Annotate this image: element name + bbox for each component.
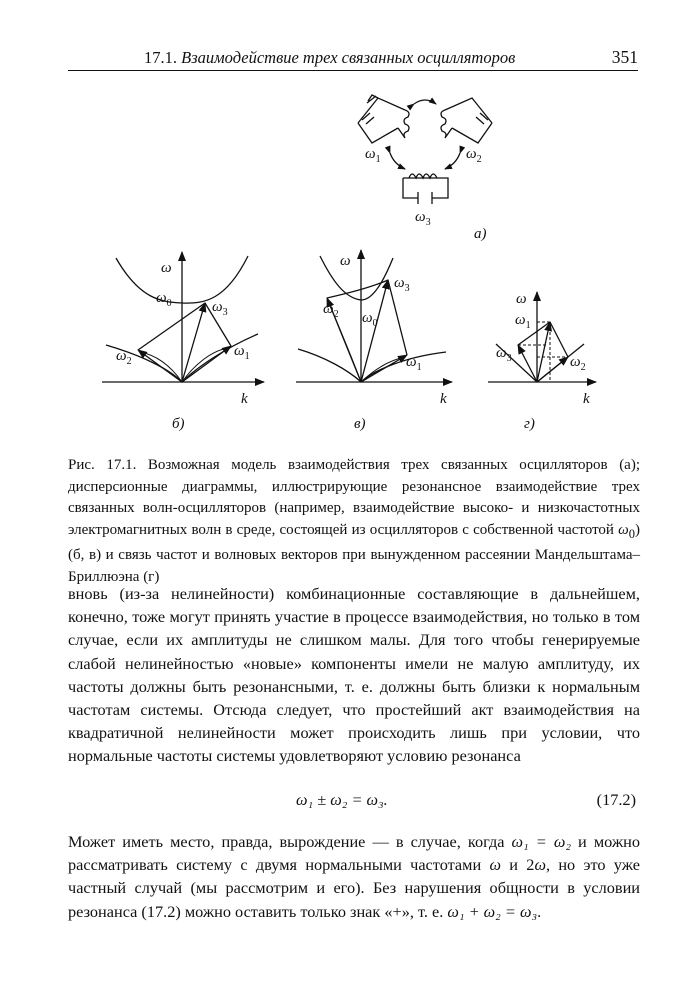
panel-v-vector-w3 xyxy=(361,280,388,382)
p2-text-5: . xyxy=(537,901,542,921)
p2-text-3: и 2 xyxy=(500,855,535,875)
body-paragraph-1: вновь (из-за нелинейности) комбинационные составляющие в дальнейшем, конечно, тоже могут принять участие в процессе взаимодействия, но только в том случае, если их амплитуды не слишком малы. Для того чтобы генерируемые слабой нелинейностью «новые» компоненты имели не малую амплитуду, их частоты должны быть резонансными, т. е. должны быть близки к нормальным частотам системы. Отсюда следует, что простейший акт взаимодействия на квадратичной нелинейности может происходить лишь при условии, что нормальные частоты системы удовлетворяют условию резонанса xyxy=(68,584,640,766)
equation-17-2 xyxy=(68,788,640,814)
panel-v-k-axis-label: k xyxy=(440,391,447,407)
panel-b-w0-label: $\omega_0$ xyxy=(156,290,172,309)
panel-v-w3-label: $\omega_3$ xyxy=(394,275,410,294)
p2-math-2: ω xyxy=(489,855,501,875)
page-number: 351 xyxy=(611,47,638,67)
section-title: Взаимодействие трех связанных осцилляторов xyxy=(181,48,516,67)
panel-b-label: б) xyxy=(172,416,185,432)
oscillator-3-circuit xyxy=(403,174,448,204)
panel-g-k-axis-label: k xyxy=(583,391,590,407)
panel-g-w2-label: $\omega_2$ xyxy=(570,354,586,373)
panel-v-w1-label: $\omega_1$ xyxy=(406,354,422,373)
panel-v-omega-axis-label: ω xyxy=(340,253,351,269)
panel-b-k-axis-label: k xyxy=(241,391,248,407)
panel-b-w3-label: $\omega_3$ xyxy=(212,299,228,318)
panel-b-w1-label: $\omega_1$ xyxy=(234,343,250,362)
panel-v-w0-label: $\omega_0$ xyxy=(362,310,378,329)
caption-omega0: ω xyxy=(618,521,629,538)
caption-text-1: Возможная модель взаимодействия трех связанных осцилляторов (а); дисперсионные диаграммы, иллюстрирующие резонансное взаимодействие трех связанных волн-осцилляторов (например, взаимодействие высоко- и низкочастотных электромагнитных волн в среде, состоящей из осцилляторов с собственной частотой xyxy=(68,457,641,538)
coupling-arrow-1-3 xyxy=(390,153,405,169)
panel-v-upper-branch xyxy=(320,256,393,300)
panel-v-diagram xyxy=(296,250,452,382)
panel-g-connector-1-2 xyxy=(550,322,568,357)
caption-label: Рис. 17.1. xyxy=(68,457,137,473)
panel-b-omega-axis-label: ω xyxy=(161,260,172,276)
panel-g-omega-axis-label: ω xyxy=(516,291,527,307)
body-paragraph-2 xyxy=(68,830,640,923)
panel-g-label: г) xyxy=(524,416,535,432)
panel-b-vector-w2 xyxy=(138,350,182,382)
figure-caption xyxy=(68,455,640,588)
p2-math-4: ω₁ + ω₂ = ω₃ xyxy=(447,901,538,921)
equation-body: ω₁ ± ω₂ = ω₃. xyxy=(296,790,388,809)
figure-17-1 xyxy=(0,0,700,450)
panel-b-w2-label: $\omega_2$ xyxy=(116,348,132,367)
panel-a-w3-label: $\omega_3$ xyxy=(415,209,431,228)
equation-number: (17.2) xyxy=(596,790,636,809)
p2-math-1: ω₁ = ω₂ xyxy=(511,832,571,851)
panel-v-label: в) xyxy=(354,416,366,432)
panel-a-label: а) xyxy=(474,226,487,242)
panel-g-w1-label: $\omega_1$ xyxy=(515,312,531,331)
oscillator-2-circuit xyxy=(441,98,492,143)
caption-text-2: ) (б, в) и связь частот и волновых векторов при вынужденном рассеянии Мандельштама–Бриллюэна (г) xyxy=(68,521,640,585)
p2-text-2: и можно рассматривать систему с двумя нормальными частотами xyxy=(68,832,640,875)
oscillator-1-circuit xyxy=(358,95,409,143)
panel-b-connector-2-3 xyxy=(138,303,205,350)
section-number: 17.1. xyxy=(144,48,177,67)
p2-math-3: ω xyxy=(534,855,546,875)
caption-omega0-sub: 0 xyxy=(628,526,635,541)
coupling-arrow-1-2 xyxy=(414,100,436,104)
p2-text-4: , но это уже частный случай (мы рассмотрим и его). Без нарушения общности в условии резонанса (17.2) можно оставить только знак «+», т. е. xyxy=(68,855,640,921)
p2-text-1: Может иметь место, правда, вырождение — в случае, когда xyxy=(68,832,512,851)
panel-b-vector-w1 xyxy=(182,346,231,382)
panel-v-vector-w1 xyxy=(361,355,407,382)
panel-v-w2-label: $\omega_2$ xyxy=(323,301,339,320)
panel-b-vector-w3 xyxy=(182,303,205,382)
panel-a-w1-label: $\omega_1$ xyxy=(365,146,381,165)
panel-g-w3-label: $\omega_3$ xyxy=(496,345,512,364)
panel-a-w2-label: $\omega_2$ xyxy=(466,146,482,165)
panel-v-lower-branch xyxy=(298,349,446,382)
panel-g-vector-w3 xyxy=(518,345,537,382)
coupling-arrow-2-3 xyxy=(445,153,460,169)
